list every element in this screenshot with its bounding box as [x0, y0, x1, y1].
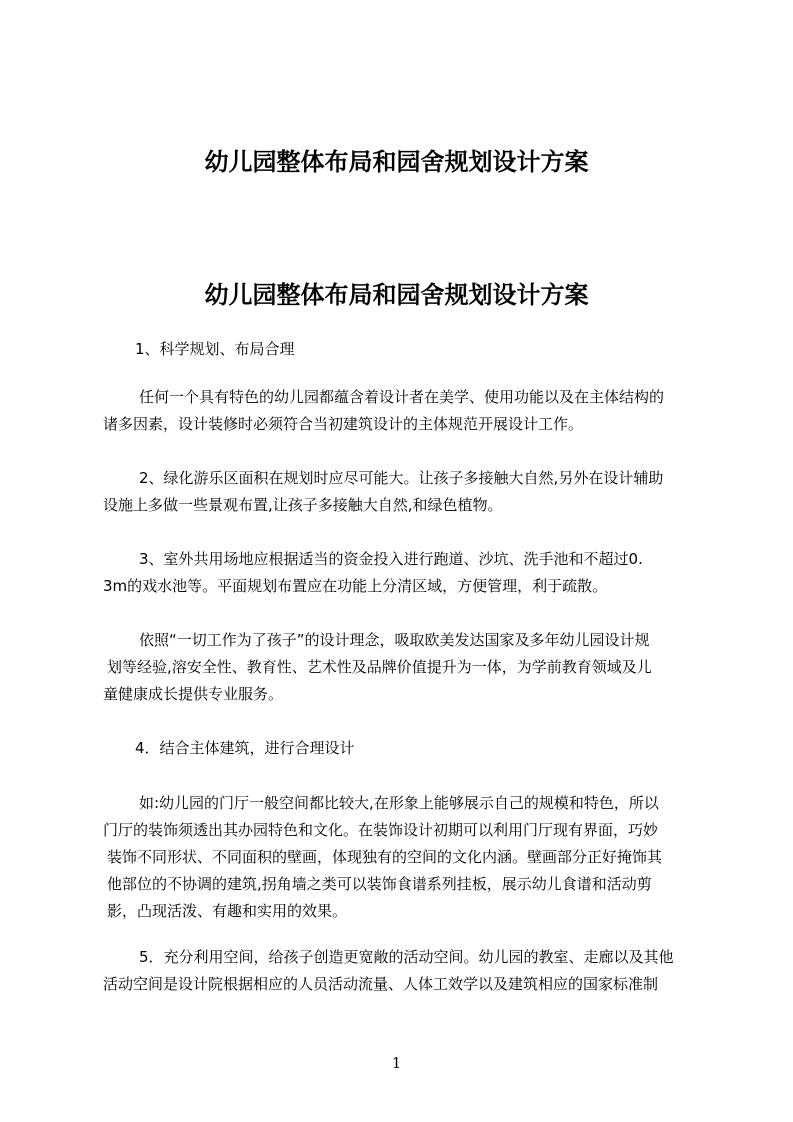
paragraph-line: 活动空间是设计院根据相应的人员活动流量、人体工效学以及建筑相应的国家标准制	[103, 975, 659, 993]
paragraph-5	[103, 790, 713, 925]
paragraph-line: 装饰不同形状、不同面积的壁画，体现独有的空间的文化内涵。壁画部分正好掩饰其	[107, 848, 663, 866]
paragraph-4	[103, 627, 713, 708]
paragraph-line: 设施上多做一些景观布置,让孩子多接触大自然,和绿色植物。	[103, 496, 503, 514]
paragraph-line: 任何一个具有特色的幼儿园都蕴含着设计者在美学、使用功能以及在主体结构的	[139, 388, 665, 406]
document-title-main: 幼儿园整体布局和园舍规划设计方案	[204, 281, 589, 309]
paragraph-line: 影，凸现活泼、有趣和实用的效果。	[107, 902, 348, 920]
page-number: 1	[391, 1054, 402, 1072]
document-title-top: 幼儿园整体布局和园舍规划设计方案	[204, 148, 589, 176]
paragraph-line: 门厅的装饰须透出其办园特色和文化。在装饰设计初期可以利用门厅现有界面，巧妙	[103, 821, 659, 839]
paragraph-1	[103, 384, 713, 438]
paragraph-6	[103, 944, 713, 998]
section-heading-4: 4．结合主体建筑，进行合理设计	[135, 739, 355, 757]
paragraph-line: 他部位的不协调的建筑,拐角墙之类可以装饰食谱系列挂板，展示幼儿食谱和活动剪	[107, 875, 652, 893]
paragraph-line: 划等经验,溶安全性、教育性、艺术性及品牌价值提升为一体，为学前教育领域及儿	[107, 658, 652, 676]
paragraph-line: 依照“一切工作为了孩子”的设计理念，吸取欧美发达国家及多年幼儿园设计规	[139, 631, 650, 649]
paragraph-line: 诸多因素，设计装修时必须符合当初建筑设计的主体规范开展设计工作。	[103, 415, 584, 433]
paragraph-3	[103, 546, 713, 600]
paragraph-line: 如:幼儿园的门厅一般空间都比较大,在形象上能够展示自己的规模和特色，所以	[139, 794, 659, 812]
paragraph-line: 5．充分利用空间，给孩子创造更宽敞的活动空间。幼儿园的教室、走廊以及其他	[139, 948, 674, 966]
paragraph-line: 3、室外共用场地应根据适当的资金投入进行跑道、沙坑、洗手池和不超过0.	[139, 550, 643, 568]
paragraph-line: 3m的戏水池等。平面规划布置应在功能上分清区域，方便管理，利于疏散。	[103, 577, 608, 595]
paragraph-2	[103, 465, 713, 519]
paragraph-line: 童健康成长提供专业服务。	[103, 685, 284, 703]
section-heading-1: 1、科学规划、布局合理	[135, 340, 295, 358]
paragraph-line: 2、绿化游乐区面积在规划时应尽可能大。让孩子多接触大自然,另外在设计辅助	[139, 469, 664, 487]
